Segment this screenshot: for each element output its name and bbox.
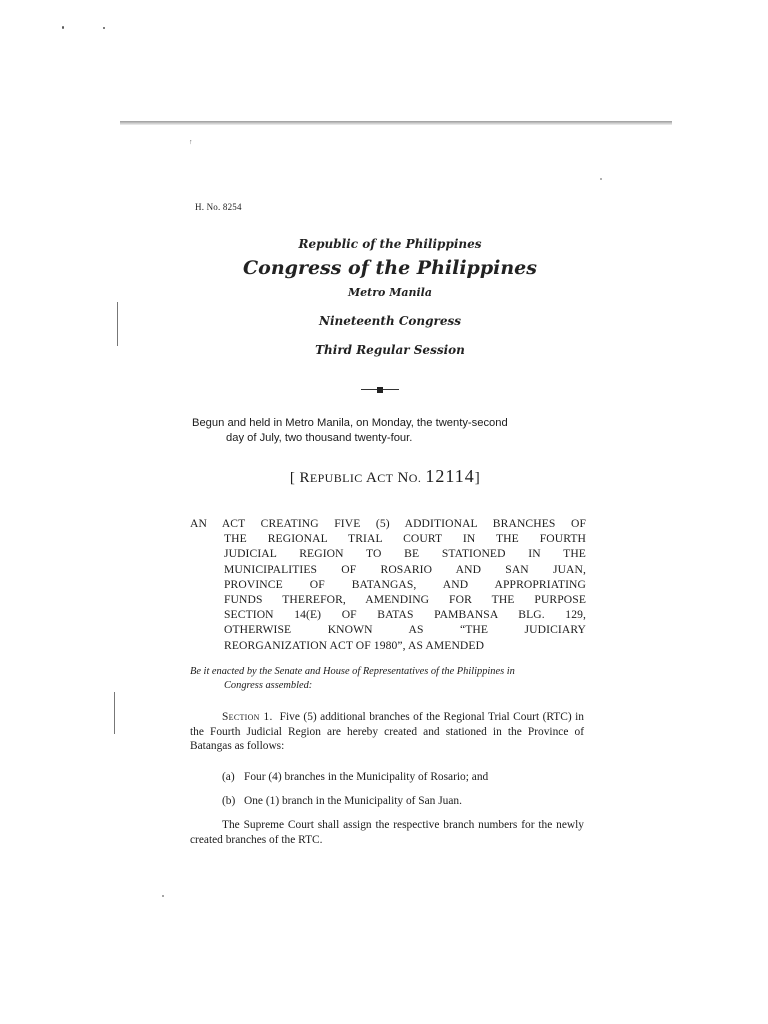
begun-line-1: Begun and held in Metro Manila, on Monday, the twenty-second [192, 417, 508, 429]
item-text: Four (4) branches in the Municipality of Rosario; and [244, 770, 489, 783]
section-1-paragraph [190, 710, 584, 754]
enacting-clause [190, 665, 590, 693]
scan-speck [162, 895, 164, 897]
act-title-line: PROVINCE OF BATANGAS, AND APPROPRIATING [224, 577, 586, 591]
section-1-item-a [190, 770, 584, 785]
section-1-label: Section 1. [222, 711, 273, 723]
ra-close-bracket: ] [474, 470, 481, 486]
ornament-divider [361, 386, 401, 394]
ra-open-bracket: [ [289, 470, 296, 486]
scan-speck [103, 27, 105, 29]
section-1-closing: The Supreme Court shall assign the respective branch numbers for the newly created branches of the RTC. [190, 818, 584, 846]
act-title-line: THE REGIONAL TRIAL COURT IN THE FOURTH [224, 532, 586, 546]
scan-speck [600, 178, 602, 180]
top-page-rule [120, 121, 672, 125]
scan-speck [62, 26, 64, 29]
republic-act-number: 12114 [425, 466, 475, 486]
act-title-line: JUDICIAL REGION TO BE STATIONED IN THE [224, 547, 586, 561]
header-republic: Republic of the Philippines [298, 237, 482, 251]
item-text: One (1) branch in the Municipality of San Juan. [244, 795, 462, 808]
header-session: Third Regular Session [315, 343, 465, 357]
ra-n: N [397, 470, 409, 486]
item-label: (a) [222, 770, 235, 783]
ra-epublic: EPUBLIC [309, 471, 363, 485]
scan-mark: ↑ [189, 138, 193, 146]
house-bill-number: H. No. 8254 [195, 202, 242, 212]
enacting-clause-line-2: Congress assembled: [224, 680, 313, 691]
act-title-line: MUNICIPALITIES OF ROSARIO AND SAN JUAN, [224, 562, 586, 576]
begun-statement [192, 416, 592, 446]
ra-a: A [365, 470, 378, 486]
enacting-clause-line-1: Be it enacted by the Senate and House of Representatives of the Philippines in [190, 666, 515, 677]
scan-margin-line [117, 302, 118, 346]
act-title-line: REORGANIZATION ACT OF 1980”, AS AMENDED [224, 638, 485, 652]
header-metro-manila: Metro Manila [347, 286, 432, 299]
section-1-item-b [190, 794, 584, 809]
scan-margin-line [114, 692, 115, 734]
begun-line-2: day of July, two thousand twenty-four. [226, 432, 413, 444]
ra-r: R [299, 470, 310, 486]
act-title-line: OTHERWISE KNOWN AS “THE JUDICIARY [224, 623, 586, 637]
section-1 [190, 710, 584, 847]
item-label: (b) [222, 795, 236, 808]
act-title [190, 516, 586, 653]
act-title-line: AN ACT CREATING FIVE (5) ADDITIONAL BRANCHES OF [190, 517, 586, 530]
header-congress: Congress of the Philippines [243, 257, 537, 279]
section-1-text: Five (5) additional branches of the Regional Trial Court (RTC) in the Fourth Judicial Region are hereby created and stationed in the Province of Batangas as follows: [190, 711, 584, 753]
ra-ct: CT [377, 471, 394, 485]
ra-o: O. [408, 471, 422, 485]
act-title-line: SECTION 14(E) OF BATAS PAMBANSA BLG. 129, [224, 608, 586, 622]
act-title-line: FUNDS THEREFOR, AMENDING FOR THE PURPOSE [224, 593, 586, 607]
republic-act-heading [190, 466, 580, 487]
header-nineteenth-congress: Nineteenth Congress [318, 314, 461, 328]
